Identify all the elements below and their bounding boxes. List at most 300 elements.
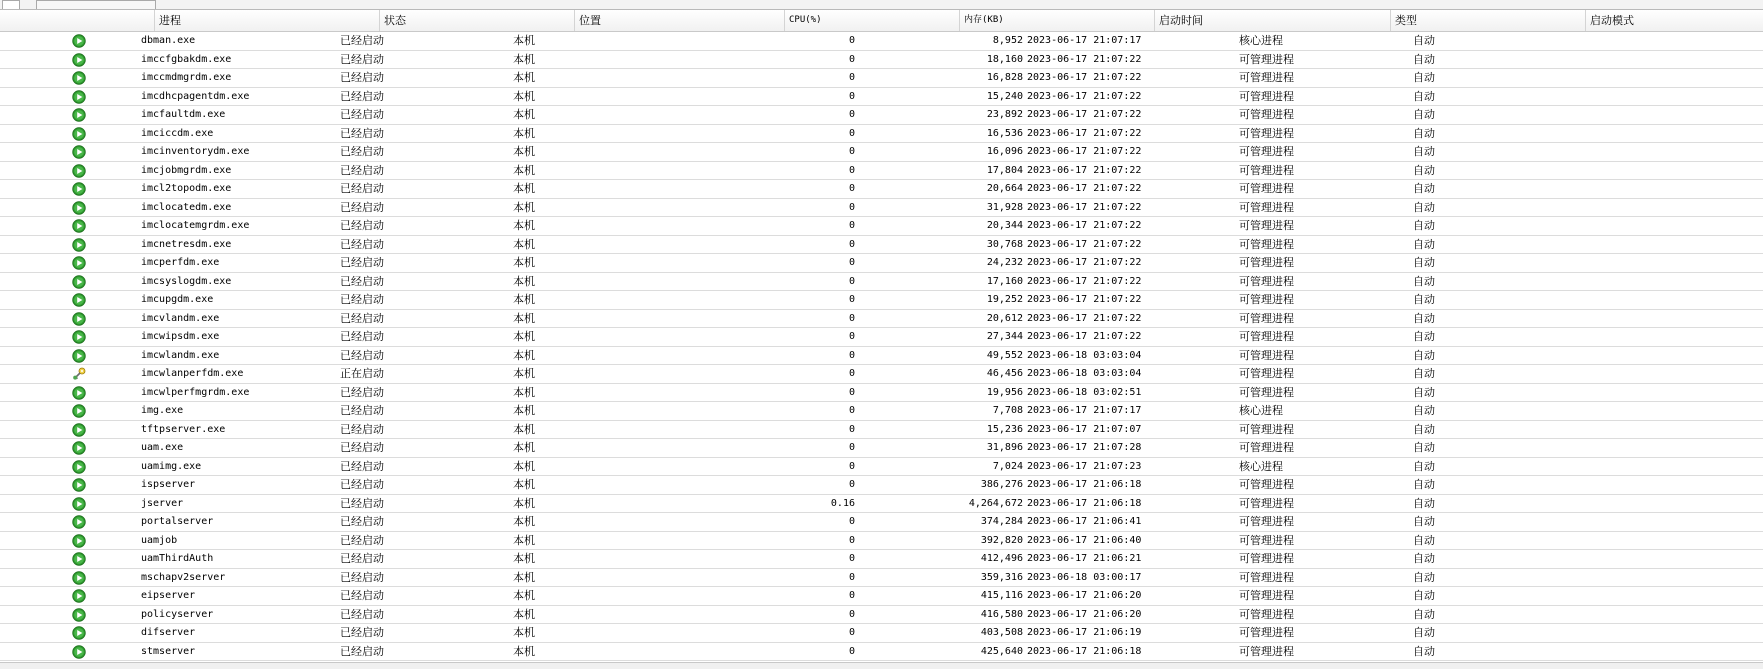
cell-process-name: policyserver	[141, 608, 214, 620]
cell-cpu: 0	[848, 35, 855, 46]
cell-start-mode: 自动	[1413, 89, 1435, 103]
tab-2[interactable]	[36, 0, 156, 9]
cell-cpu: 0	[848, 608, 855, 620]
cell-type: 可管理进程	[1239, 108, 1294, 121]
cell-type: 可管理进程	[1239, 219, 1294, 232]
cell-process-name: jserver	[141, 497, 184, 509]
cell-status: 已经启动	[340, 34, 384, 47]
cell-cpu: 0	[848, 423, 855, 435]
cell-start-mode: 自动	[1413, 441, 1435, 454]
cell-cpu: 0	[848, 442, 855, 453]
process-running-icon	[72, 275, 86, 289]
cell-start-mode: 自动	[1413, 496, 1435, 510]
cell-process-name: imccfgbakdm.exe	[141, 53, 232, 65]
cell-cpu: 0	[848, 590, 855, 601]
cell-memory: 416,580	[980, 608, 1023, 620]
cell-start-mode: 自动	[1413, 385, 1435, 399]
cell-start-time: 2023-06-17 21:07:17	[1027, 405, 1142, 416]
cell-start-mode: 自动	[1413, 570, 1435, 584]
cell-status: 已经启动	[340, 626, 384, 639]
cell-start-time: 2023-06-17 21:07:22	[1027, 275, 1142, 287]
table-row[interactable]	[0, 106, 1763, 125]
cell-start-mode: 自动	[1413, 237, 1435, 251]
table-row[interactable]	[0, 69, 1763, 88]
cell-status: 已经启动	[340, 496, 384, 510]
header-icon-spacer	[0, 10, 155, 31]
cell-process-name: stmserver	[141, 645, 196, 657]
process-running-icon	[72, 34, 86, 48]
cell-type: 可管理进程	[1239, 552, 1294, 565]
cell-start-mode: 自动	[1413, 626, 1435, 639]
table-row[interactable]	[0, 143, 1763, 162]
cell-type: 核心进程	[1239, 34, 1283, 47]
cell-memory: 17,160	[986, 275, 1023, 287]
cell-cpu: 0	[848, 571, 855, 583]
cell-status: 已经启动	[340, 515, 384, 528]
cell-cpu: 0	[848, 146, 855, 157]
process-running-icon	[72, 645, 86, 659]
cell-process-name: imcl2topodm.exe	[141, 183, 232, 194]
cell-process-name: imclocatemgrdm.exe	[141, 220, 250, 231]
cell-start-time: 2023-06-17 21:07:22	[1027, 164, 1142, 176]
cell-status: 已经启动	[340, 108, 384, 121]
header-cpu[interactable]: CPU(%)	[785, 10, 960, 31]
cell-type: 可管理进程	[1239, 200, 1294, 214]
cell-start-mode: 自动	[1413, 478, 1435, 491]
cell-start-mode: 自动	[1413, 52, 1435, 66]
cell-cpu: 0	[848, 275, 855, 287]
table-row[interactable]	[0, 587, 1763, 606]
process-running-icon	[72, 497, 86, 511]
table-row[interactable]	[0, 476, 1763, 495]
table-row[interactable]	[0, 347, 1763, 366]
cell-location: 本机	[513, 515, 535, 528]
process-running-icon	[72, 201, 86, 215]
table-row[interactable]	[0, 365, 1763, 384]
process-running-icon	[72, 127, 86, 141]
cell-cpu: 0	[848, 479, 855, 490]
table-row[interactable]	[0, 624, 1763, 643]
cell-memory: 7,708	[992, 405, 1023, 416]
cell-type: 可管理进程	[1239, 496, 1294, 510]
cell-start-time: 2023-06-17 21:06:41	[1027, 516, 1142, 527]
cell-cpu: 0	[848, 164, 855, 176]
cell-status: 已经启动	[340, 256, 384, 269]
process-running-icon	[72, 571, 86, 585]
table-row[interactable]	[0, 532, 1763, 551]
cell-memory: 4,264,672	[968, 497, 1023, 509]
cell-cpu: 0	[848, 405, 855, 416]
header-start-time[interactable]: 启动时间	[1155, 10, 1391, 31]
cell-type: 可管理进程	[1239, 478, 1294, 491]
cell-start-mode: 自动	[1413, 219, 1435, 232]
cell-memory: 425,640	[980, 645, 1023, 657]
table-row[interactable]	[0, 421, 1763, 440]
cell-start-mode: 自动	[1413, 459, 1435, 473]
cell-status: 已经启动	[340, 126, 384, 140]
cell-status: 已经启动	[340, 607, 384, 621]
cell-memory: 386,276	[980, 479, 1023, 490]
cell-start-time: 2023-06-17 21:06:21	[1027, 553, 1142, 564]
cell-type: 可管理进程	[1239, 182, 1294, 195]
cell-start-mode: 自动	[1413, 108, 1435, 121]
cell-status: 已经启动	[340, 644, 384, 658]
cell-status: 已经启动	[340, 200, 384, 214]
cell-type: 核心进程	[1239, 404, 1283, 417]
process-running-icon	[72, 256, 86, 270]
cell-cpu: 0	[848, 127, 855, 139]
cell-status: 已经启动	[340, 404, 384, 417]
cell-process-name: imccmdmgrdm.exe	[141, 72, 232, 83]
process-running-icon	[72, 145, 86, 159]
cell-memory: 49,552	[986, 349, 1023, 361]
cell-memory: 46,456	[986, 368, 1023, 379]
cell-start-time: 2023-06-17 21:06:20	[1027, 590, 1142, 601]
cell-location: 本机	[513, 34, 535, 47]
cell-location: 本机	[513, 533, 535, 547]
cell-process-name: dbman.exe	[141, 35, 196, 46]
cell-status: 已经启动	[340, 385, 384, 399]
cell-location: 本机	[513, 274, 535, 288]
cell-process-name: imcupgdm.exe	[141, 294, 214, 305]
cell-memory: 16,536	[986, 127, 1023, 139]
cell-location: 本机	[513, 182, 535, 195]
header-type[interactable]: 类型	[1391, 10, 1586, 31]
cell-start-mode: 自动	[1413, 34, 1435, 47]
cell-start-time: 2023-06-18 03:03:04	[1027, 368, 1142, 379]
cell-memory: 403,508	[980, 627, 1023, 638]
cell-location: 本机	[513, 200, 535, 214]
cell-status: 已经启动	[340, 145, 384, 158]
process-running-icon	[72, 404, 86, 418]
process-running-icon	[72, 460, 86, 474]
cell-process-name: imcsyslogdm.exe	[141, 275, 232, 287]
process-running-icon	[72, 293, 86, 307]
cell-memory: 359,316	[980, 571, 1023, 583]
cell-cpu: 0	[848, 294, 855, 305]
cell-start-time: 2023-06-17 21:07:22	[1027, 146, 1142, 157]
cell-process-name: imcnetresdm.exe	[141, 238, 232, 250]
cell-location: 本机	[513, 552, 535, 565]
cell-process-name: imcfaultdm.exe	[141, 109, 226, 120]
cell-start-time: 2023-06-17 21:07:23	[1027, 460, 1142, 472]
process-running-icon	[72, 608, 86, 622]
cell-start-time: 2023-06-17 21:06:18	[1027, 479, 1142, 490]
cell-process-name: imcwlanperfdm.exe	[141, 368, 244, 379]
cell-status: 已经启动	[340, 422, 384, 436]
cell-location: 本机	[513, 367, 535, 380]
cell-cpu: 0	[848, 183, 855, 194]
cell-start-time: 2023-06-17 21:07:22	[1027, 109, 1142, 120]
cell-cpu: 0	[848, 516, 855, 527]
cell-type: 可管理进程	[1239, 126, 1294, 140]
cell-status: 已经启动	[340, 274, 384, 288]
cell-cpu: 0	[848, 312, 855, 324]
cell-start-mode: 自动	[1413, 200, 1435, 214]
cell-location: 本机	[513, 219, 535, 232]
cell-start-mode: 自动	[1413, 182, 1435, 195]
cell-cpu: 0	[848, 368, 855, 379]
tab-1[interactable]	[2, 0, 20, 9]
cell-status: 已经启动	[340, 52, 384, 66]
cell-start-mode: 自动	[1413, 311, 1435, 325]
process-running-icon	[72, 182, 86, 196]
cell-location: 本机	[513, 52, 535, 66]
cell-type: 可管理进程	[1239, 348, 1294, 362]
cell-start-mode: 自动	[1413, 533, 1435, 547]
cell-status: 已经启动	[340, 441, 384, 454]
process-running-icon	[72, 478, 86, 492]
cell-process-name: imcwlperfmgrdm.exe	[141, 386, 250, 398]
process-running-icon	[72, 71, 86, 85]
cell-process-name: imcinventorydm.exe	[141, 146, 250, 157]
cell-type: 可管理进程	[1239, 256, 1294, 269]
cell-status: 已经启动	[340, 311, 384, 325]
cell-memory: 412,496	[980, 553, 1023, 564]
table-row[interactable]	[0, 310, 1763, 329]
cell-process-name: ispserver	[141, 479, 196, 490]
cell-process-name: imcjobmgrdm.exe	[141, 164, 232, 176]
cell-type: 可管理进程	[1239, 422, 1294, 436]
process-running-icon	[72, 108, 86, 122]
cell-memory: 15,236	[986, 423, 1023, 435]
header-status[interactable]: 状态	[380, 10, 575, 31]
cell-memory: 8,952	[992, 35, 1023, 46]
cell-type: 可管理进程	[1239, 385, 1294, 399]
cell-start-time: 2023-06-17 21:07:22	[1027, 294, 1142, 305]
cell-location: 本机	[513, 348, 535, 362]
process-running-icon	[72, 534, 86, 548]
header-memory[interactable]: 内存(KB)	[960, 10, 1155, 31]
cell-start-mode: 自动	[1413, 404, 1435, 417]
cell-type: 可管理进程	[1239, 644, 1294, 658]
cell-memory: 20,612	[986, 312, 1023, 324]
cell-process-name: uam.exe	[141, 442, 184, 453]
process-running-icon	[72, 219, 86, 233]
cell-type: 可管理进程	[1239, 533, 1294, 547]
cell-cpu: 0	[848, 53, 855, 65]
cell-location: 本机	[513, 478, 535, 491]
cell-type: 可管理进程	[1239, 293, 1294, 306]
cell-memory: 20,344	[986, 220, 1023, 231]
table-row[interactable]	[0, 643, 1763, 662]
cell-status: 已经启动	[340, 219, 384, 232]
cell-location: 本机	[513, 570, 535, 584]
cell-memory: 31,928	[986, 201, 1023, 213]
cell-start-time: 2023-06-17 21:07:22	[1027, 257, 1142, 268]
process-starting-icon	[72, 367, 86, 381]
cell-start-mode: 自动	[1413, 330, 1435, 343]
cell-start-mode: 自动	[1413, 293, 1435, 306]
cell-memory: 374,284	[980, 516, 1023, 527]
process-running-icon	[72, 386, 86, 400]
cell-location: 本机	[513, 644, 535, 658]
cell-memory: 27,344	[986, 331, 1023, 342]
cell-type: 可管理进程	[1239, 274, 1294, 288]
header-location[interactable]: 位置	[575, 10, 785, 31]
cell-status: 已经启动	[340, 71, 384, 84]
cell-start-time: 2023-06-18 03:02:51	[1027, 386, 1142, 398]
table-row[interactable]	[0, 180, 1763, 199]
cell-status: 已经启动	[340, 293, 384, 306]
cell-type: 可管理进程	[1239, 145, 1294, 158]
process-running-icon	[72, 589, 86, 603]
table-row[interactable]	[0, 384, 1763, 403]
cell-location: 本机	[513, 404, 535, 417]
table-row[interactable]	[0, 125, 1763, 144]
cell-location: 本机	[513, 293, 535, 306]
table-row[interactable]	[0, 513, 1763, 532]
header-process[interactable]: 进程	[155, 10, 380, 31]
cell-start-mode: 自动	[1413, 126, 1435, 140]
tab-strip	[0, 0, 1763, 10]
cell-status: 已经启动	[340, 552, 384, 565]
cell-type: 可管理进程	[1239, 515, 1294, 528]
cell-start-time: 2023-06-17 21:07:17	[1027, 35, 1142, 46]
cell-location: 本机	[513, 589, 535, 602]
cell-start-time: 2023-06-17 21:07:22	[1027, 312, 1142, 324]
table-row[interactable]	[0, 569, 1763, 588]
cell-process-name: uamimg.exe	[141, 460, 202, 472]
cell-start-time: 2023-06-17 21:07:28	[1027, 442, 1142, 453]
process-running-icon	[72, 90, 86, 104]
cell-start-mode: 自动	[1413, 515, 1435, 528]
cell-status: 已经启动	[340, 570, 384, 584]
cell-start-time: 2023-06-17 21:06:19	[1027, 627, 1142, 638]
cell-memory: 16,828	[986, 72, 1023, 83]
cell-location: 本机	[513, 237, 535, 251]
cell-location: 本机	[513, 385, 535, 399]
cell-cpu: 0	[848, 534, 855, 546]
table-row[interactable]	[0, 88, 1763, 107]
cell-start-time: 2023-06-17 21:07:22	[1027, 331, 1142, 342]
cell-process-name: imcwipsdm.exe	[141, 331, 220, 342]
cell-cpu: 0	[848, 349, 855, 361]
cell-process-name: eipserver	[141, 590, 196, 601]
table-row[interactable]	[0, 458, 1763, 477]
cell-cpu: 0	[848, 90, 855, 102]
cell-cpu: 0.16	[830, 497, 855, 509]
cell-start-time: 2023-06-17 21:06:18	[1027, 497, 1142, 509]
cell-process-name: imcwlandm.exe	[141, 349, 220, 361]
table-row[interactable]	[0, 402, 1763, 421]
process-running-icon	[72, 626, 86, 640]
table-row[interactable]	[0, 606, 1763, 625]
cell-type: 可管理进程	[1239, 163, 1294, 177]
cell-cpu: 0	[848, 109, 855, 120]
header-start-mode[interactable]: 启动模式	[1590, 14, 1634, 27]
cell-cpu: 0	[848, 220, 855, 231]
cell-process-name: tftpserver.exe	[141, 423, 226, 435]
process-running-icon	[72, 53, 86, 67]
cell-process-name: uamThirdAuth	[141, 553, 214, 564]
cell-process-name: portalserver	[141, 516, 214, 527]
cell-cpu: 0	[848, 72, 855, 83]
cell-start-mode: 自动	[1413, 367, 1435, 380]
cell-memory: 24,232	[986, 257, 1023, 268]
cell-type: 可管理进程	[1239, 367, 1294, 380]
process-running-icon	[72, 349, 86, 363]
cell-start-time: 2023-06-17 21:07:22	[1027, 201, 1142, 213]
table-row[interactable]	[0, 51, 1763, 70]
cell-process-name: uamjob	[141, 534, 178, 546]
process-running-icon	[72, 312, 86, 326]
table-row[interactable]	[0, 328, 1763, 347]
cell-type: 可管理进程	[1239, 589, 1294, 602]
cell-status: 已经启动	[340, 330, 384, 343]
cell-process-name: mschapv2server	[141, 571, 226, 583]
cell-start-mode: 自动	[1413, 607, 1435, 621]
table-row[interactable]	[0, 495, 1763, 514]
cell-start-time: 2023-06-17 21:07:07	[1027, 423, 1142, 435]
table-row[interactable]	[0, 236, 1763, 255]
table-row[interactable]	[0, 199, 1763, 218]
table-row[interactable]	[0, 32, 1763, 51]
cell-start-time: 2023-06-17 21:07:22	[1027, 53, 1142, 65]
table-row[interactable]	[0, 550, 1763, 569]
cell-cpu: 0	[848, 331, 855, 342]
cell-process-name: imclocatedm.exe	[141, 201, 232, 213]
process-running-icon	[72, 441, 86, 455]
cell-process-name: imcvlandm.exe	[141, 312, 220, 324]
cell-start-time: 2023-06-17 21:07:22	[1027, 127, 1142, 139]
cell-start-mode: 自动	[1413, 256, 1435, 269]
cell-type: 可管理进程	[1239, 626, 1294, 639]
cell-memory: 15,240	[986, 90, 1023, 102]
cell-status: 已经启动	[340, 589, 384, 602]
cell-cpu: 0	[848, 257, 855, 268]
table-row[interactable]	[0, 291, 1763, 310]
table-row[interactable]	[0, 254, 1763, 273]
table-row[interactable]	[0, 273, 1763, 292]
cell-type: 可管理进程	[1239, 607, 1294, 621]
cell-process-name: difserver	[141, 627, 196, 638]
cell-type: 可管理进程	[1239, 89, 1294, 103]
cell-memory: 18,160	[986, 53, 1023, 65]
cell-memory: 392,820	[980, 534, 1023, 546]
table-row[interactable]	[0, 162, 1763, 181]
cell-type: 可管理进程	[1239, 52, 1294, 66]
cell-start-time: 2023-06-17 21:06:18	[1027, 645, 1142, 657]
process-running-icon	[72, 238, 86, 252]
table-row[interactable]	[0, 217, 1763, 236]
cell-cpu: 0	[848, 460, 855, 472]
cell-cpu: 0	[848, 645, 855, 657]
cell-process-name: imciccdm.exe	[141, 127, 214, 139]
table-row[interactable]	[0, 439, 1763, 458]
cell-start-mode: 自动	[1413, 163, 1435, 177]
cell-type: 核心进程	[1239, 459, 1283, 473]
cell-cpu: 0	[848, 386, 855, 398]
cell-memory: 19,956	[986, 386, 1023, 398]
cell-start-mode: 自动	[1413, 348, 1435, 362]
cell-status: 已经启动	[340, 89, 384, 103]
table-body	[0, 32, 1763, 661]
cell-memory: 16,096	[986, 146, 1023, 157]
cell-cpu: 0	[848, 553, 855, 564]
cell-start-mode: 自动	[1413, 145, 1435, 158]
cell-start-time: 2023-06-18 03:03:04	[1027, 349, 1142, 361]
process-running-icon	[72, 515, 86, 529]
cell-start-time: 2023-06-17 21:06:40	[1027, 534, 1142, 546]
cell-status: 已经启动	[340, 182, 384, 195]
cell-memory: 30,768	[986, 238, 1023, 250]
table-header	[0, 10, 1763, 32]
cell-location: 本机	[513, 163, 535, 177]
cell-location: 本机	[513, 626, 535, 639]
cell-status: 已经启动	[340, 533, 384, 547]
cell-location: 本机	[513, 89, 535, 103]
